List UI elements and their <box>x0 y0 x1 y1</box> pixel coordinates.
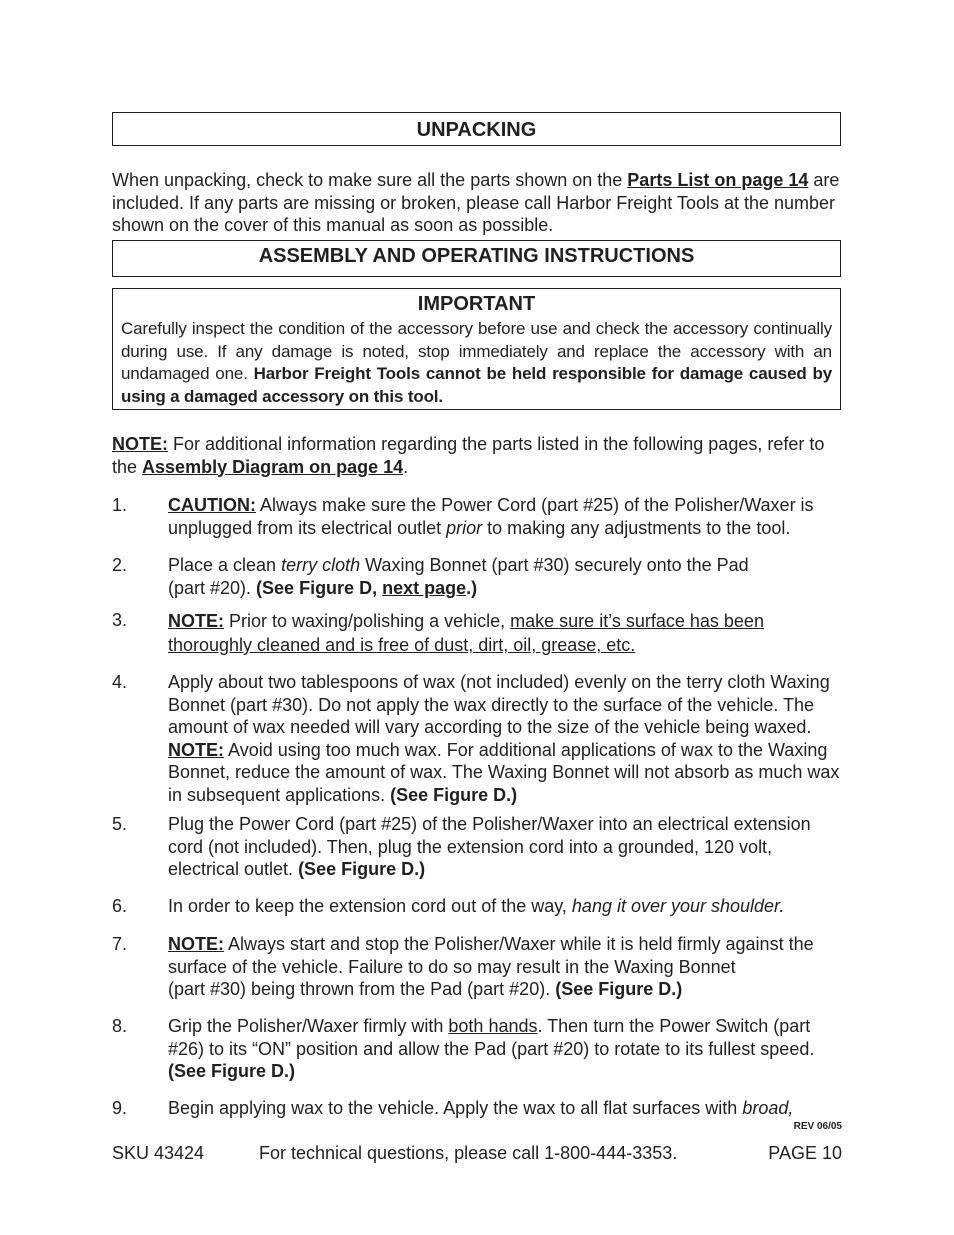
item-text-part: (part #30) being thrown from the Pad (part #20). <box>168 979 556 999</box>
important-box <box>112 288 841 410</box>
important-text <box>121 318 832 408</box>
note-text-end: . <box>403 456 409 477</box>
item-number: 7. <box>112 934 128 954</box>
item-text <box>168 554 843 599</box>
tech-support-text: For technical questions, please call 1-800-444-3353. <box>259 1143 678 1163</box>
item-text <box>168 933 843 1001</box>
note-label: NOTE: <box>168 611 224 631</box>
item-text-part: Always start and stop the Polisher/Waxer while it is held firmly against the surface of the vehicle. Failure to do so may result in the Waxing Bonnet <box>168 934 814 977</box>
item-text <box>168 671 843 806</box>
assembly-heading <box>112 240 841 277</box>
note-text: For additional information regarding the parts listed in the following pages, refer to the <box>112 434 825 477</box>
note-label: NOTE: <box>168 739 224 760</box>
important-title: IMPORTANT <box>417 293 536 315</box>
item-text-part: Grip the Polisher/Waxer firmly with <box>168 1016 449 1036</box>
figure-reference: (See Figure D.) <box>390 784 518 805</box>
sku-label: SKU 43424 <box>112 1143 205 1163</box>
item-text-underlined: both hands <box>448 1016 538 1036</box>
item-number: 3. <box>112 610 128 630</box>
item-number: 1. <box>112 495 128 515</box>
item-text <box>168 895 843 918</box>
item-text <box>168 494 843 539</box>
item-number: 8. <box>112 1016 128 1036</box>
item-text-part: (part #20). <box>168 577 257 598</box>
item-text-part: Prior to waxing/polishing a vehicle, <box>224 611 511 631</box>
item-text-part: Apply about two tablespoons of wax (not included) evenly on the terry cloth Waxing Bonnet (part #30). Do not apply the wax directly to the surface of the vehicle. The amount of wax needed will vary according to the size of the vehicle being waxed. <box>168 672 830 737</box>
caution-label: CAUTION: <box>168 495 256 515</box>
unpacking-text-cont: are included. If any parts are missing or broken, please call Harbor Freight Tools at the number shown on the cover of this manual as soon as possible. <box>112 170 840 235</box>
item-text <box>168 1097 843 1120</box>
figure-reference: (See Figure D.) <box>555 979 683 999</box>
figure-reference: (See Figure D, <box>256 577 383 598</box>
note-label: NOTE: <box>112 434 168 454</box>
item-number: 5. <box>112 814 128 834</box>
figure-reference: (See Figure D.) <box>168 1061 296 1081</box>
assembly-heading-text: ASSEMBLY AND OPERATING INSTRUCTIONS <box>258 245 695 267</box>
revision-label: REV 06/05 <box>793 1121 842 1132</box>
item-text-part: . Then turn the Power Switch (part #26) to its “ON” position and allow the Pad (part #20) to rotate to its fullest speed. <box>168 1016 815 1059</box>
item-number: 2. <box>112 555 128 575</box>
item-text-part: Place a clean <box>168 555 282 575</box>
item-text-part: Begin applying wax to the vehicle. Apply the wax to all flat surfaces with <box>168 1098 743 1118</box>
item-text-part: In order to keep the extension cord out of the way, <box>168 896 572 916</box>
unpacking-text: When unpacking, check to make sure all the parts shown on the <box>112 170 628 190</box>
unpacking-paragraph <box>112 169 842 237</box>
assembly-diagram-link: Assembly Diagram on page 14 <box>142 456 404 477</box>
item-text-underlined: thoroughly cleaned and is free of dust, dirt, oil, grease, etc. <box>168 635 636 655</box>
note-label: NOTE: <box>168 934 224 954</box>
page-number: PAGE 10 <box>768 1143 842 1163</box>
figure-reference-end: .) <box>466 577 478 598</box>
unpacking-heading <box>112 112 841 146</box>
note-paragraph <box>112 433 842 478</box>
item-text-part: to making any adjustments to the tool. <box>482 517 791 538</box>
item-number: 4. <box>112 672 128 692</box>
item-text-italic: hang it over your shoulder. <box>571 896 785 916</box>
important-text-bold: Harbor Freight Tools cannot be held responsible for damage caused by using a damaged accessory on this tool. <box>121 364 832 406</box>
item-text-underlined: make sure it’s surface has been <box>510 611 764 631</box>
unpacking-heading-text: UNPACKING <box>416 119 537 141</box>
item-text-italic: terry cloth <box>281 555 361 575</box>
item-text-part: Avoid using too much wax. For additional applications of wax to the Waxing Bonnet, reduce the amount of wax. The Waxing Bonnet will not absorb as much wax in subsequent applications. <box>168 739 840 805</box>
item-number: 9. <box>112 1098 128 1118</box>
parts-list-link: Parts List on page 14 <box>627 170 809 190</box>
item-text-part: Always make sure the Power Cord (part #25) of the Polisher/Waxer is unplugged from its electrical outlet <box>168 495 814 538</box>
item-text-italic: prior <box>446 517 483 538</box>
item-number: 6. <box>112 896 128 916</box>
next-page-link: next page <box>382 577 467 598</box>
item-text-part: Plug the Power Cord (part #25) of the Polisher/Waxer into an electrical extension cord (not included). Then, plug the extension cord into a grounded, 120 volt, electrical outlet. <box>168 814 811 879</box>
item-text <box>168 1015 843 1083</box>
important-text-body: Carefully inspect the condition of the accessory before use and check the accessory continually during use. If any damage is noted, stop immediately and replace the accessory with an undamaged one. <box>121 319 832 383</box>
figure-reference: (See Figure D.) <box>298 859 426 879</box>
item-text <box>168 813 843 881</box>
item-text <box>168 609 843 657</box>
item-text-part: Waxing Bonnet (part #30) securely onto the Pad <box>360 555 749 575</box>
item-text-italic: broad, <box>742 1098 794 1118</box>
